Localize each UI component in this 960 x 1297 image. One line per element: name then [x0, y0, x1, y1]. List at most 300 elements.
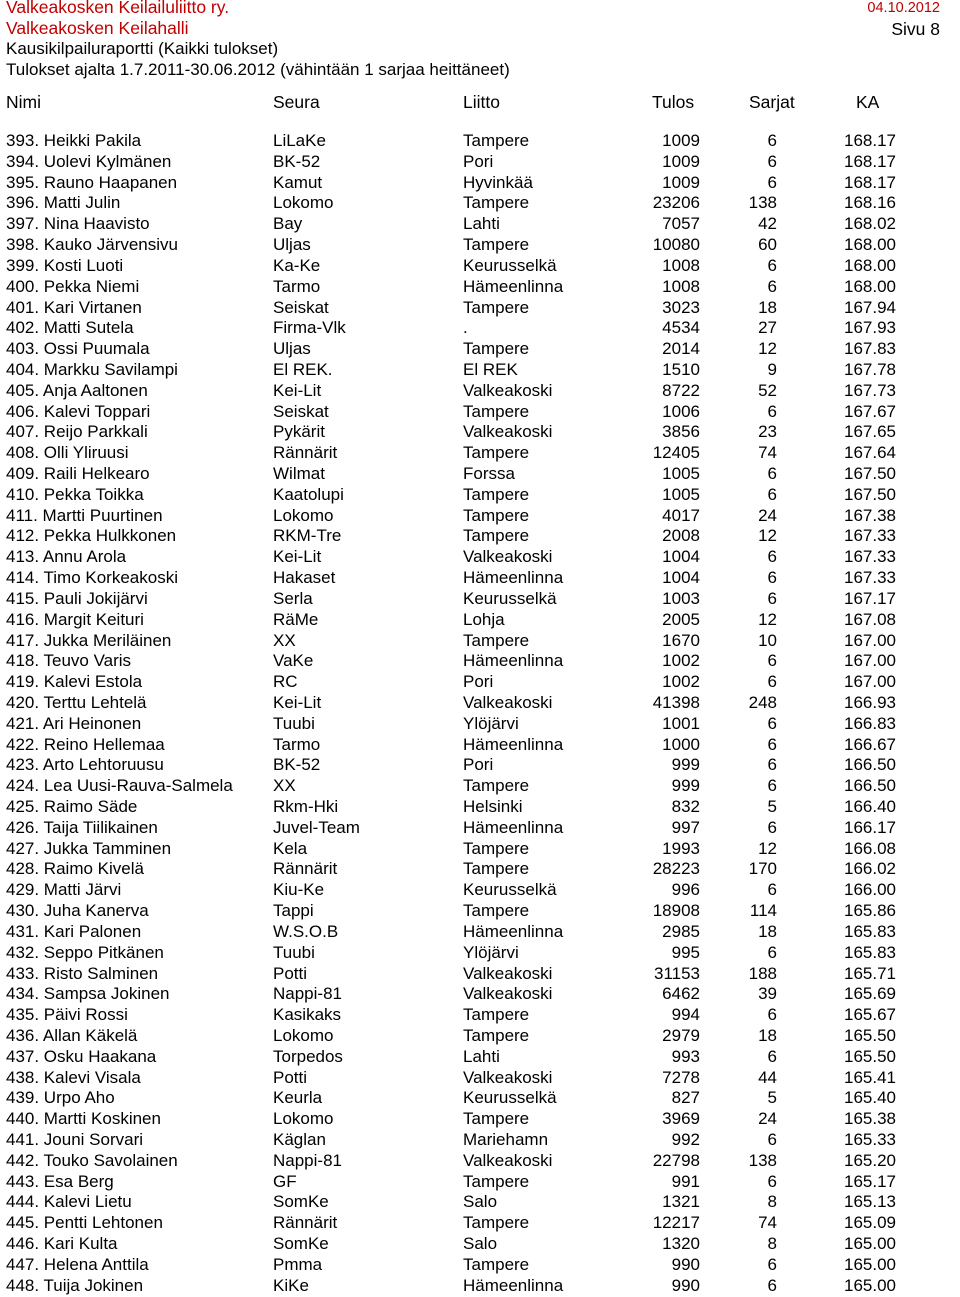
cell-liitto: Salo — [463, 1234, 498, 1254]
cell-name: 419. Kalevi Estola — [6, 672, 143, 692]
cell-sarjat: 18 — [758, 921, 777, 941]
cell-tulos: 28223 — [652, 859, 700, 879]
cell-name: 405. Anja Aaltonen — [6, 380, 148, 400]
cell-sarjat: 60 — [758, 235, 777, 255]
cell-sarjat: 23 — [758, 422, 777, 442]
table-row — [0, 1234, 960, 1255]
cell-liitto: Tampere — [463, 235, 530, 255]
table-row — [0, 589, 960, 610]
table-row — [0, 901, 960, 922]
cell-sarjat: 6 — [767, 1046, 777, 1066]
cell-ka: 168.17 — [844, 151, 896, 171]
cell-ka: 168.00 — [844, 235, 896, 255]
cell-name: 442. Touko Savolainen — [6, 1150, 178, 1170]
cell-name: 431. Kari Palonen — [6, 921, 142, 941]
cell-sarjat: 42 — [758, 214, 777, 234]
cell-name: 443. Esa Berg — [6, 1171, 114, 1191]
cell-name: 425. Raimo Säde — [6, 797, 138, 816]
cell-tulos: 1008 — [662, 255, 700, 275]
cell-sarjat: 114 — [749, 901, 777, 921]
cell-liitto: Tampere — [463, 505, 530, 525]
cell-sarjat: 6 — [767, 484, 777, 504]
cell-ka: 165.41 — [844, 1067, 896, 1087]
table-row — [0, 859, 960, 880]
table-row — [0, 485, 960, 506]
cell-club: El REK. — [273, 359, 333, 379]
cell-tulos: 6462 — [662, 984, 700, 1004]
cell-ka: 166.17 — [844, 817, 896, 837]
cell-name: 410. Pekka Toikka — [6, 484, 144, 504]
cell-tulos: 1001 — [662, 713, 700, 733]
cell-ka: 166.50 — [844, 755, 896, 775]
cell-liitto: Hämeenlinna — [463, 568, 564, 588]
table-row — [0, 277, 960, 298]
cell-liitto: Hämeenlinna — [463, 1275, 564, 1295]
table-row — [0, 298, 960, 319]
cell-ka: 168.16 — [844, 193, 896, 213]
cell-ka: 165.67 — [844, 1005, 896, 1025]
cell-liitto: Pori — [463, 755, 494, 775]
cell-liitto: Tampere — [463, 630, 530, 650]
cell-sarjat: 8 — [767, 1192, 777, 1212]
cell-club: Bay — [273, 214, 303, 234]
cell-ka: 167.00 — [844, 630, 896, 650]
cell-name: 407. Reijo Parkkali — [6, 422, 148, 442]
table-row — [0, 381, 960, 402]
cell-name: 411. Martti Puurtinen — [6, 505, 163, 525]
cell-tulos: 4017 — [662, 505, 700, 525]
cell-liitto: Forssa — [463, 464, 515, 483]
table-row — [0, 339, 960, 360]
cell-tulos: 1006 — [662, 401, 700, 421]
cell-ka: 167.33 — [844, 568, 896, 588]
cell-liitto: Pori — [463, 151, 494, 171]
cell-name: 403. Ossi Puumala — [6, 339, 150, 359]
cell-sarjat: 6 — [767, 547, 777, 567]
cell-liitto: Valkeakoski — [463, 1150, 553, 1170]
cell-liitto: Tampere — [463, 339, 530, 359]
cell-liitto: Helsinki — [463, 797, 523, 816]
cell-club: Tarmo — [273, 734, 321, 754]
cell-name: 426. Taija Tiilikainen — [6, 817, 158, 837]
cell-tulos: 990 — [671, 1275, 700, 1295]
cell-sarjat: 6 — [767, 672, 777, 692]
cell-sarjat: 24 — [758, 1109, 777, 1129]
cell-club: Kamut — [273, 172, 323, 192]
cell-tulos: 1993 — [662, 838, 700, 858]
cell-ka: 166.93 — [844, 692, 896, 712]
cell-ka: 167.50 — [844, 484, 896, 504]
cell-liitto: Tampere — [463, 859, 530, 879]
cell-club: Lokomo — [273, 1025, 334, 1045]
cell-tulos: 991 — [671, 1171, 700, 1191]
table-row — [0, 1088, 960, 1109]
cell-tulos: 1005 — [662, 464, 700, 483]
cell-ka: 165.83 — [844, 921, 896, 941]
cell-club: VaKe — [273, 651, 314, 671]
cell-ka: 167.93 — [844, 318, 896, 338]
cell-tulos: 10080 — [652, 235, 700, 255]
report-date: 04.10.2012 — [867, 0, 940, 16]
table-row — [0, 256, 960, 277]
cell-tulos: 18908 — [652, 901, 700, 921]
cell-ka: 167.33 — [844, 547, 896, 567]
cell-liitto: Lahti — [463, 214, 500, 234]
cell-club: Pykärit — [273, 422, 325, 442]
cell-ka: 166.83 — [844, 713, 896, 733]
cell-tulos: 2985 — [662, 921, 700, 941]
table-row — [0, 526, 960, 547]
cell-sarjat: 5 — [767, 797, 777, 816]
cell-club: Seiskat — [273, 297, 329, 317]
cell-ka: 168.17 — [844, 172, 896, 192]
cell-liitto: Hämeenlinna — [463, 734, 564, 754]
cell-liitto: Ylöjärvi — [463, 713, 519, 733]
cell-liitto: Valkeakoski — [463, 984, 553, 1004]
date-range-title: Tulokset ajalta 1.7.2011-30.06.2012 (vähintään 1 sarjaa heittäneet) — [6, 60, 510, 79]
table-row — [0, 672, 960, 693]
cell-tulos: 827 — [671, 1088, 700, 1108]
table-row — [0, 547, 960, 568]
cell-club: Kaatolupi — [273, 484, 344, 504]
cell-sarjat: 12 — [758, 838, 777, 858]
cell-club: Rännärit — [273, 1213, 338, 1233]
cell-club: Rkm-Hki — [273, 797, 339, 816]
cell-sarjat: 24 — [758, 505, 777, 525]
table-row — [0, 797, 960, 818]
cell-ka: 165.33 — [844, 1130, 896, 1149]
cell-ka: 167.65 — [844, 422, 896, 442]
column-header-sarjat: Sarjat — [749, 92, 795, 112]
cell-sarjat: 10 — [758, 630, 777, 650]
cell-name: 395. Rauno Haapanen — [6, 172, 178, 192]
cell-sarjat: 138 — [748, 1150, 777, 1170]
cell-ka: 167.64 — [844, 443, 896, 463]
cell-liitto: Tampere — [463, 193, 530, 213]
cell-tulos: 1008 — [662, 276, 700, 296]
cell-name: 404. Markku Savilampi — [6, 359, 178, 379]
cell-ka: 165.09 — [844, 1213, 896, 1233]
cell-tulos: 1321 — [662, 1192, 700, 1212]
table-row — [0, 1109, 960, 1130]
cell-tulos: 7057 — [662, 214, 700, 234]
cell-sarjat: 6 — [767, 151, 777, 171]
cell-tulos: 8722 — [662, 380, 700, 400]
cell-name: 417. Jukka Meriläinen — [6, 630, 172, 650]
cell-liitto: El REK — [463, 359, 518, 379]
cell-liitto: Tampere — [463, 401, 530, 421]
table-row — [0, 360, 960, 381]
cell-liitto: Keurusselkä — [463, 1088, 557, 1108]
cell-club: Tappi — [273, 901, 314, 921]
cell-club: Käglan — [273, 1130, 326, 1149]
cell-tulos: 3023 — [662, 297, 700, 317]
cell-tulos: 999 — [671, 755, 700, 775]
cell-ka: 167.38 — [844, 505, 896, 525]
cell-name: 415. Pauli Jokijärvi — [6, 588, 148, 608]
cell-club: Kiu-Ke — [273, 880, 325, 900]
cell-club: Lokomo — [273, 1109, 334, 1129]
cell-liitto: Hämeenlinna — [463, 817, 564, 837]
cell-name: 427. Jukka Tamminen — [6, 838, 172, 858]
column-header-ka: KA — [856, 92, 880, 112]
cell-name: 418. Teuvo Varis — [6, 651, 132, 671]
cell-name: 445. Pentti Lehtonen — [6, 1213, 163, 1233]
cell-tulos: 1005 — [662, 484, 700, 504]
cell-liitto: Valkeakoski — [463, 422, 553, 442]
cell-ka: 167.33 — [844, 526, 896, 546]
cell-liitto: Tampere — [463, 1254, 530, 1274]
cell-sarjat: 6 — [767, 131, 777, 150]
cell-liitto: Tampere — [463, 901, 530, 921]
cell-club: RKM-Tre — [273, 526, 342, 546]
column-header-tulos: Tulos — [652, 92, 695, 112]
table-row — [0, 1213, 960, 1234]
page-number: Sivu 8 — [891, 19, 940, 39]
cell-name: 406. Kalevi Toppari — [6, 401, 151, 421]
cell-name: 436. Allan Käkelä — [6, 1025, 138, 1045]
cell-name: 434. Sampsa Jokinen — [6, 984, 170, 1004]
cell-tulos: 3969 — [662, 1109, 700, 1129]
cell-sarjat: 9 — [767, 359, 777, 379]
table-row — [0, 735, 960, 756]
cell-sarjat: 6 — [767, 588, 777, 608]
cell-ka: 165.40 — [844, 1088, 896, 1108]
cell-club: Kei-Lit — [273, 692, 322, 712]
cell-club: Kela — [273, 838, 308, 858]
cell-club: Uljas — [273, 235, 311, 255]
cell-tulos: 1002 — [662, 651, 700, 671]
cell-tulos: 1004 — [662, 547, 700, 567]
cell-tulos: 12405 — [652, 443, 700, 463]
cell-club: BK-52 — [273, 151, 321, 171]
cell-sarjat: 6 — [767, 464, 777, 483]
cell-tulos: 996 — [671, 880, 700, 900]
table-row — [0, 235, 960, 256]
cell-liitto: . — [463, 318, 468, 338]
cell-ka: 165.69 — [844, 984, 896, 1004]
cell-club: Tarmo — [273, 276, 321, 296]
cell-liitto: Tampere — [463, 484, 530, 504]
cell-ka: 165.00 — [844, 1254, 896, 1274]
cell-sarjat: 188 — [748, 963, 777, 983]
cell-liitto: Lahti — [463, 1046, 500, 1066]
cell-ka: 165.86 — [844, 901, 896, 921]
cell-club: RäMe — [273, 609, 319, 629]
cell-liitto: Tampere — [463, 526, 530, 546]
cell-club: Hakaset — [273, 568, 336, 588]
cell-sarjat: 6 — [767, 1275, 777, 1295]
cell-club: Pmma — [273, 1254, 323, 1274]
cell-sarjat: 12 — [758, 339, 777, 359]
cell-sarjat: 6 — [767, 755, 777, 775]
cell-club: W.S.O.B — [273, 921, 339, 941]
cell-tulos: 3856 — [662, 422, 700, 442]
table-row — [0, 152, 960, 173]
cell-sarjat: 138 — [748, 193, 777, 213]
table-row — [0, 1005, 960, 1026]
cell-tulos: 992 — [671, 1130, 700, 1149]
cell-liitto: Hämeenlinna — [463, 921, 564, 941]
cell-tulos: 2005 — [662, 609, 700, 629]
cell-liitto: Tampere — [463, 838, 530, 858]
cell-ka: 165.83 — [844, 942, 896, 962]
cell-sarjat: 6 — [767, 1005, 777, 1025]
cell-name: 446. Kari Kulta — [6, 1234, 118, 1254]
cell-name: 402. Matti Sutela — [6, 318, 134, 338]
cell-name: 439. Urpo Aho — [6, 1088, 115, 1108]
cell-liitto: Tampere — [463, 776, 530, 796]
cell-sarjat: 6 — [767, 1254, 777, 1274]
cell-tulos: 7278 — [662, 1067, 700, 1087]
cell-tulos: 1510 — [662, 359, 700, 379]
cell-liitto: Valkeakoski — [463, 1067, 553, 1087]
cell-sarjat: 6 — [767, 651, 777, 671]
cell-ka: 165.50 — [844, 1025, 896, 1045]
table-row — [0, 943, 960, 964]
cell-ka: 168.02 — [844, 214, 896, 234]
cell-club: LiLaKe — [273, 131, 326, 150]
cell-club: Rännärit — [273, 859, 338, 879]
hall-title: Valkeakosken Keilahalli — [6, 18, 189, 38]
cell-tulos: 995 — [671, 942, 700, 962]
cell-name: 397. Nina Haavisto — [6, 214, 150, 234]
cell-sarjat: 6 — [767, 401, 777, 421]
cell-ka: 168.00 — [844, 276, 896, 296]
table-row — [0, 464, 960, 485]
cell-sarjat: 170 — [748, 859, 777, 879]
cell-ka: 166.67 — [844, 734, 896, 754]
cell-tulos: 1009 — [662, 131, 700, 150]
table-row — [0, 568, 960, 589]
table-row — [0, 1130, 960, 1151]
cell-sarjat: 39 — [758, 984, 777, 1004]
cell-tulos: 22798 — [652, 1150, 700, 1170]
cell-liitto: Mariehamn — [463, 1130, 549, 1149]
cell-ka: 165.00 — [844, 1275, 896, 1295]
table-row — [0, 984, 960, 1005]
cell-liitto: Tampere — [463, 131, 530, 150]
cell-club: Kasikaks — [273, 1005, 342, 1025]
cell-liitto: Hämeenlinna — [463, 276, 564, 296]
cell-name: 447. Helena Anttila — [6, 1254, 149, 1274]
cell-liitto: Tampere — [463, 1109, 530, 1129]
cell-name: 422. Reino Hellemaa — [6, 734, 165, 754]
cell-ka: 165.13 — [844, 1192, 896, 1212]
cell-liitto: Keurusselkä — [463, 255, 557, 275]
cell-ka: 165.38 — [844, 1109, 896, 1129]
cell-ka: 167.67 — [844, 401, 896, 421]
cell-club: Ka-Ke — [273, 255, 321, 275]
cell-sarjat: 12 — [758, 526, 777, 546]
cell-club: Kei-Lit — [273, 547, 322, 567]
table-row — [0, 506, 960, 527]
cell-name: 401. Kari Virtanen — [6, 297, 142, 317]
cell-club: SomKe — [273, 1234, 329, 1254]
cell-name: 424. Lea Uusi-Rauva-Salmela — [6, 776, 233, 796]
table-row — [0, 214, 960, 235]
cell-sarjat: 6 — [767, 942, 777, 962]
cell-liitto: Tampere — [463, 1025, 530, 1045]
cell-sarjat: 44 — [758, 1067, 777, 1087]
cell-ka: 165.50 — [844, 1046, 896, 1066]
cell-ka: 167.73 — [844, 380, 896, 400]
cell-club: Firma-Vlk — [273, 318, 346, 338]
cell-sarjat: 6 — [767, 172, 777, 192]
cell-tulos: 832 — [671, 797, 700, 816]
cell-sarjat: 248 — [748, 692, 777, 712]
cell-club: Serla — [273, 588, 313, 608]
table-row — [0, 631, 960, 652]
cell-name: 393. Heikki Pakila — [6, 131, 142, 150]
cell-liitto: Tampere — [463, 1171, 530, 1191]
table-row — [0, 818, 960, 839]
table-row — [0, 131, 960, 152]
cell-liitto: Keurusselkä — [463, 588, 557, 608]
cell-liitto: Valkeakoski — [463, 547, 553, 567]
cell-name: 420. Terttu Lehtelä — [6, 692, 147, 712]
cell-tulos: 31153 — [653, 963, 700, 983]
cell-tulos: 1000 — [662, 734, 700, 754]
cell-tulos: 1670 — [662, 630, 700, 650]
results-table — [0, 131, 960, 1297]
cell-ka: 166.02 — [844, 859, 896, 879]
cell-ka: 166.00 — [844, 880, 896, 900]
table-row — [0, 610, 960, 631]
cell-liitto: Tampere — [463, 1213, 530, 1233]
cell-name: 440. Martti Koskinen — [6, 1109, 161, 1129]
cell-name: 398. Kauko Järvensivu — [6, 235, 178, 255]
cell-name: 414. Timo Korkeakoski — [6, 568, 178, 588]
table-row — [0, 964, 960, 985]
cell-club: Nappi-81 — [273, 1150, 342, 1170]
cell-name: 433. Risto Salminen — [6, 963, 159, 983]
table-row — [0, 651, 960, 672]
cell-ka: 167.00 — [844, 651, 896, 671]
table-header — [0, 92, 960, 114]
cell-name: 448. Tuija Jokinen — [6, 1275, 144, 1295]
cell-liitto: Hämeenlinna — [463, 651, 564, 671]
cell-club: Nappi-81 — [273, 984, 342, 1004]
cell-ka: 167.17 — [844, 588, 896, 608]
table-row — [0, 755, 960, 776]
table-row — [0, 1172, 960, 1193]
cell-tulos: 1009 — [662, 151, 700, 171]
table-row — [0, 922, 960, 943]
table-row — [0, 173, 960, 194]
cell-sarjat: 6 — [767, 568, 777, 588]
cell-sarjat: 6 — [767, 817, 777, 837]
cell-club: BK-52 — [273, 755, 321, 775]
cell-ka: 166.40 — [844, 797, 896, 816]
cell-tulos: 990 — [671, 1254, 700, 1274]
cell-club: Potti — [273, 963, 308, 983]
cell-name: 441. Jouni Sorvari — [6, 1130, 144, 1149]
cell-liitto: Valkeakoski — [463, 692, 553, 712]
cell-liitto: Lohja — [463, 609, 505, 629]
cell-club: SomKe — [273, 1192, 329, 1212]
cell-club: Juvel-Team — [273, 817, 360, 837]
cell-liitto: Pori — [463, 672, 494, 692]
cell-sarjat: 18 — [758, 1025, 777, 1045]
cell-name: 438. Kalevi Visala — [6, 1067, 141, 1087]
cell-tulos: 1004 — [662, 568, 700, 588]
table-row — [0, 714, 960, 735]
cell-sarjat: 6 — [767, 880, 777, 900]
cell-sarjat: 6 — [767, 713, 777, 733]
cell-sarjat: 6 — [767, 255, 777, 275]
cell-club: Tuubi — [273, 713, 315, 733]
